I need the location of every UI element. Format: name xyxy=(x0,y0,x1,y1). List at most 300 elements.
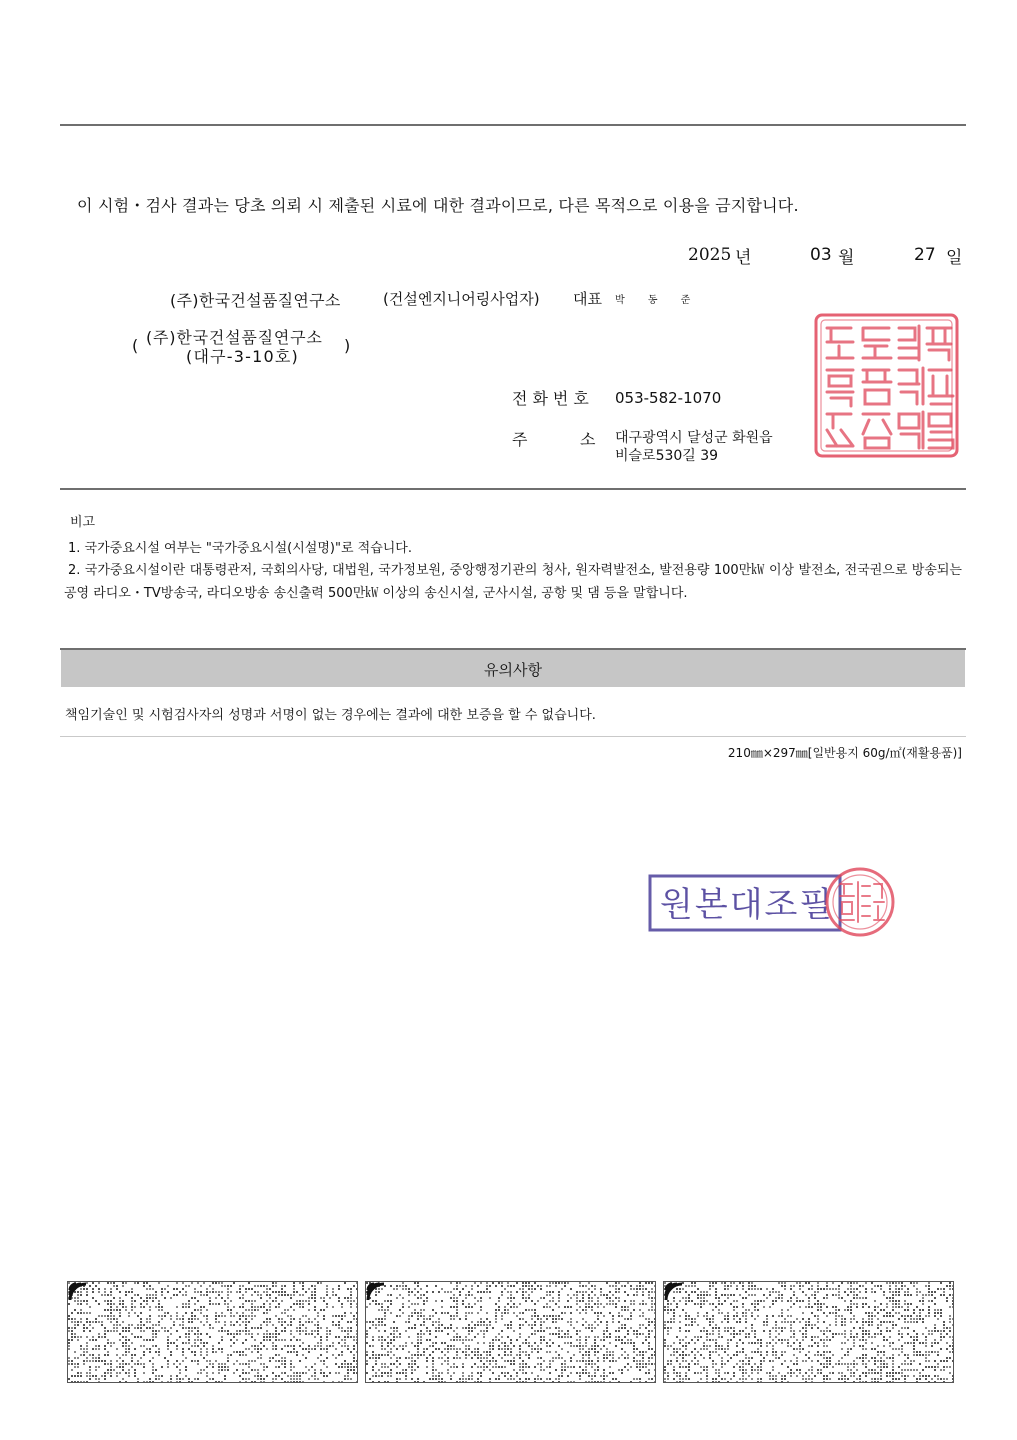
security-pattern-dot xyxy=(257,1378,259,1380)
security-pattern-dot xyxy=(417,1339,419,1341)
security-pattern-dot xyxy=(712,1333,714,1335)
security-pattern-dot xyxy=(212,1345,214,1347)
security-pattern-dot xyxy=(68,1327,70,1329)
security-pattern-dot xyxy=(880,1360,882,1362)
security-pattern-dot xyxy=(627,1309,629,1311)
security-pattern-dot xyxy=(254,1309,256,1311)
security-pattern-dot xyxy=(642,1315,644,1317)
security-pattern-dot xyxy=(474,1303,476,1305)
security-pattern-dot xyxy=(477,1333,479,1335)
security-pattern-dot xyxy=(272,1378,274,1380)
security-pattern-dot xyxy=(679,1321,681,1323)
security-pattern-dot xyxy=(170,1354,172,1356)
security-pattern-dot xyxy=(603,1306,605,1308)
security-pattern-dot xyxy=(263,1285,265,1287)
security-pattern-dot xyxy=(847,1339,849,1341)
security-pattern-dot xyxy=(245,1300,247,1302)
security-pattern-dot xyxy=(856,1336,858,1338)
security-pattern-dot xyxy=(706,1339,708,1341)
security-pattern-dot xyxy=(901,1333,903,1335)
security-pattern-dot xyxy=(922,1321,924,1323)
security-pattern-dot xyxy=(125,1330,127,1332)
security-pattern-dot xyxy=(859,1291,861,1293)
security-pattern-dot xyxy=(706,1375,708,1377)
security-pattern-dot xyxy=(627,1294,629,1296)
security-pattern-dot xyxy=(904,1354,906,1356)
security-pattern-dot xyxy=(444,1381,446,1382)
security-pattern-dot xyxy=(393,1333,395,1335)
security-pattern-dot xyxy=(131,1357,133,1359)
security-pattern-dot xyxy=(624,1324,626,1326)
security-pattern-dot xyxy=(799,1282,801,1284)
security-pattern-dot xyxy=(290,1333,292,1335)
security-pattern-dot xyxy=(627,1369,629,1371)
security-pattern-dot xyxy=(522,1324,524,1326)
security-pattern-dot xyxy=(332,1315,334,1317)
security-pattern-dot xyxy=(384,1315,386,1317)
security-pattern-dot xyxy=(685,1318,687,1320)
security-pattern-dot xyxy=(856,1333,858,1335)
security-pattern-dot xyxy=(817,1327,819,1329)
security-pattern-dot xyxy=(203,1369,205,1371)
security-pattern-dot xyxy=(344,1363,346,1365)
security-pattern-dot xyxy=(654,1285,655,1287)
security-pattern-dot xyxy=(260,1285,262,1287)
security-pattern-dot xyxy=(703,1303,705,1305)
security-pattern-dot xyxy=(444,1360,446,1362)
security-pattern-dot xyxy=(498,1297,500,1299)
security-pattern-dot xyxy=(338,1372,340,1374)
security-pattern-dot xyxy=(227,1288,229,1290)
security-pattern-dot xyxy=(531,1291,533,1293)
security-pattern-dot xyxy=(928,1366,930,1368)
security-pattern-dot xyxy=(730,1357,732,1359)
security-pattern-dot xyxy=(296,1291,298,1293)
security-pattern-dot xyxy=(751,1369,753,1371)
security-pattern-dot xyxy=(263,1378,265,1380)
security-pattern-dot xyxy=(474,1363,476,1365)
security-pattern-dot xyxy=(408,1288,410,1290)
security-barcode-3 xyxy=(663,1281,954,1383)
security-pattern-dot xyxy=(263,1333,265,1335)
security-pattern-dot xyxy=(892,1327,894,1329)
security-pattern-dot xyxy=(441,1306,443,1308)
security-pattern-dot xyxy=(272,1381,274,1382)
security-pattern-dot xyxy=(799,1351,801,1353)
security-pattern-dot xyxy=(393,1327,395,1329)
security-pattern-dot xyxy=(877,1306,879,1308)
security-pattern-dot xyxy=(757,1342,759,1344)
security-pattern-dot xyxy=(898,1333,900,1335)
security-pattern-dot xyxy=(667,1333,669,1335)
security-pattern-dot xyxy=(639,1288,641,1290)
security-pattern-dot xyxy=(426,1318,428,1320)
security-pattern-dot xyxy=(489,1348,491,1350)
security-pattern-dot xyxy=(486,1285,488,1287)
security-pattern-dot xyxy=(86,1342,88,1344)
security-pattern-dot xyxy=(823,1330,825,1332)
security-pattern-dot xyxy=(928,1282,930,1284)
security-pattern-dot xyxy=(272,1372,274,1374)
security-pattern-dot xyxy=(555,1378,557,1380)
security-pattern-dot xyxy=(317,1327,319,1329)
security-pattern-dot xyxy=(293,1291,295,1293)
security-pattern-dot xyxy=(676,1372,678,1374)
security-pattern-dot xyxy=(844,1381,846,1382)
security-pattern-dot xyxy=(209,1363,211,1365)
security-pattern-dot xyxy=(703,1327,705,1329)
security-pattern-dot xyxy=(71,1339,73,1341)
security-pattern-dot xyxy=(564,1360,566,1362)
security-pattern-dot xyxy=(829,1330,831,1332)
security-pattern-dot xyxy=(630,1303,632,1305)
security-pattern-dot xyxy=(549,1306,551,1308)
security-pattern-dot xyxy=(161,1306,163,1308)
security-pattern-dot xyxy=(796,1282,798,1284)
security-pattern-dot xyxy=(712,1321,714,1323)
security-pattern-dot xyxy=(862,1348,864,1350)
security-pattern-dot xyxy=(257,1372,259,1374)
security-pattern-dot xyxy=(347,1300,349,1302)
security-pattern-dot xyxy=(778,1291,780,1293)
security-pattern-dot xyxy=(170,1375,172,1377)
security-pattern-dot xyxy=(673,1342,675,1344)
security-pattern-dot xyxy=(585,1369,587,1371)
security-pattern-dot xyxy=(504,1288,506,1290)
security-pattern-dot xyxy=(913,1369,915,1371)
security-pattern-dot xyxy=(543,1297,545,1299)
security-pattern-dot xyxy=(191,1318,193,1320)
security-pattern-dot xyxy=(877,1360,879,1362)
security-pattern-dot xyxy=(281,1339,283,1341)
security-pattern-dot xyxy=(922,1318,924,1320)
security-pattern-dot xyxy=(209,1324,211,1326)
security-pattern-dot xyxy=(736,1345,738,1347)
security-pattern-dot xyxy=(889,1375,891,1377)
security-pattern-dot xyxy=(245,1288,247,1290)
security-pattern-dot xyxy=(862,1345,864,1347)
security-pattern-dot xyxy=(667,1303,669,1305)
security-pattern-dot xyxy=(724,1285,726,1287)
security-pattern-dot xyxy=(468,1345,470,1347)
security-pattern-dot xyxy=(441,1357,443,1359)
security-pattern-dot xyxy=(456,1312,458,1314)
security-pattern-dot xyxy=(597,1345,599,1347)
security-pattern-dot xyxy=(251,1306,253,1308)
security-pattern-dot xyxy=(769,1330,771,1332)
security-pattern-dot xyxy=(384,1300,386,1302)
security-pattern-dot xyxy=(865,1297,867,1299)
security-pattern-dot xyxy=(603,1333,605,1335)
security-pattern-dot xyxy=(167,1339,169,1341)
security-pattern-dot xyxy=(808,1282,810,1284)
security-pattern-dot xyxy=(278,1318,280,1320)
security-pattern-dot xyxy=(609,1342,611,1344)
security-pattern-dot xyxy=(654,1327,655,1329)
security-pattern-dot xyxy=(886,1375,888,1377)
security-pattern-dot xyxy=(450,1348,452,1350)
security-pattern-dot xyxy=(471,1288,473,1290)
security-pattern-dot xyxy=(254,1375,256,1377)
security-pattern-dot xyxy=(381,1342,383,1344)
security-pattern-dot xyxy=(438,1372,440,1374)
security-pattern-dot xyxy=(931,1333,933,1335)
security-pattern-dot xyxy=(344,1330,346,1332)
security-pattern-dot xyxy=(679,1315,681,1317)
security-pattern-dot xyxy=(254,1381,256,1382)
security-pattern-dot xyxy=(606,1375,608,1377)
security-pattern-dot xyxy=(212,1372,214,1374)
seal-company-name: (주)한국건설품질연구소 xyxy=(146,328,323,347)
security-pattern-dot xyxy=(375,1303,377,1305)
security-pattern-dot xyxy=(161,1375,163,1377)
security-pattern-dot xyxy=(302,1330,304,1332)
security-pattern-dot xyxy=(215,1303,217,1305)
security-pattern-dot xyxy=(119,1357,121,1359)
security-pattern-dot xyxy=(552,1360,554,1362)
security-pattern-dot xyxy=(796,1357,798,1359)
security-pattern-dot xyxy=(89,1354,91,1356)
security-pattern-dot xyxy=(95,1366,97,1368)
security-pattern-dot xyxy=(679,1375,681,1377)
security-pattern-dot xyxy=(952,1324,953,1326)
security-pattern-dot xyxy=(281,1312,283,1314)
security-pattern-dot xyxy=(552,1297,554,1299)
security-pattern-dot xyxy=(83,1288,85,1290)
security-pattern-dot xyxy=(98,1288,100,1290)
security-pattern-dot xyxy=(727,1288,729,1290)
security-pattern-dot xyxy=(480,1300,482,1302)
security-pattern-dot xyxy=(784,1288,786,1290)
security-pattern-dot xyxy=(504,1348,506,1350)
security-pattern-dot xyxy=(835,1294,837,1296)
security-pattern-dot xyxy=(709,1333,711,1335)
security-pattern-dot xyxy=(612,1360,614,1362)
security-pattern-dot xyxy=(323,1297,325,1299)
security-pattern-dot xyxy=(338,1342,340,1344)
security-pattern-dot xyxy=(414,1309,416,1311)
security-pattern-dot xyxy=(787,1345,789,1347)
security-pattern-dot xyxy=(230,1321,232,1323)
security-pattern-dot xyxy=(80,1348,82,1350)
security-pattern-dot xyxy=(937,1312,939,1314)
security-pattern-dot xyxy=(522,1363,524,1365)
security-pattern-dot xyxy=(700,1366,702,1368)
security-pattern-dot xyxy=(356,1297,357,1299)
security-pattern-dot xyxy=(269,1297,271,1299)
security-pattern-dot xyxy=(664,1327,666,1329)
security-pattern-dot xyxy=(694,1291,696,1293)
security-pattern-dot xyxy=(703,1300,705,1302)
security-pattern-dot xyxy=(615,1345,617,1347)
security-pattern-dot xyxy=(266,1333,268,1335)
security-pattern-dot xyxy=(341,1303,343,1305)
security-pattern-dot xyxy=(880,1363,882,1365)
security-pattern-dot xyxy=(579,1306,581,1308)
security-pattern-dot xyxy=(489,1369,491,1371)
security-pattern-dot xyxy=(119,1297,121,1299)
security-pattern-dot xyxy=(83,1351,85,1353)
security-pattern-dot xyxy=(531,1324,533,1326)
security-pattern-dot xyxy=(152,1372,154,1374)
security-pattern-dot xyxy=(77,1300,79,1302)
security-pattern-dot xyxy=(781,1378,783,1380)
security-pattern-dot xyxy=(453,1357,455,1359)
security-pattern-dot xyxy=(275,1345,277,1347)
security-pattern-dot xyxy=(727,1342,729,1344)
security-pattern-dot xyxy=(408,1321,410,1323)
security-pattern-dot xyxy=(462,1351,464,1353)
security-pattern-dot xyxy=(393,1345,395,1347)
security-pattern-dot xyxy=(594,1312,596,1314)
security-pattern-dot xyxy=(832,1354,834,1356)
security-pattern-dot xyxy=(353,1348,355,1350)
security-pattern-dot xyxy=(468,1312,470,1314)
security-pattern-dot xyxy=(356,1351,357,1353)
security-pattern-dot xyxy=(528,1288,530,1290)
security-pattern-dot xyxy=(778,1294,780,1296)
security-pattern-dot xyxy=(513,1330,515,1332)
security-pattern-dot xyxy=(664,1321,666,1323)
security-pattern-dot xyxy=(239,1375,241,1377)
security-pattern-dot xyxy=(290,1369,292,1371)
security-pattern-dot xyxy=(71,1333,73,1335)
security-pattern-dot xyxy=(633,1288,635,1290)
security-pattern-dot xyxy=(853,1342,855,1344)
security-pattern-dot xyxy=(934,1366,936,1368)
security-pattern-dot xyxy=(525,1321,527,1323)
security-pattern-dot xyxy=(245,1330,247,1332)
security-pattern-dot xyxy=(679,1378,681,1380)
security-pattern-dot xyxy=(281,1357,283,1359)
security-pattern-dot xyxy=(913,1330,915,1332)
security-pattern-dot xyxy=(940,1312,942,1314)
security-pattern-dot xyxy=(269,1333,271,1335)
security-pattern-dot xyxy=(844,1324,846,1326)
security-pattern-dot xyxy=(188,1342,190,1344)
security-pattern-dot xyxy=(140,1306,142,1308)
security-pattern-dot xyxy=(269,1309,271,1311)
security-pattern-dot xyxy=(892,1282,894,1284)
security-pattern-dot xyxy=(92,1360,94,1362)
security-pattern-dot xyxy=(853,1288,855,1290)
security-pattern-dot xyxy=(654,1354,655,1356)
security-pattern-dot xyxy=(251,1360,253,1362)
security-pattern-dot xyxy=(248,1321,250,1323)
security-pattern-dot xyxy=(694,1354,696,1356)
security-pattern-dot xyxy=(907,1357,909,1359)
security-pattern-dot xyxy=(609,1372,611,1374)
security-pattern-dot xyxy=(670,1354,672,1356)
security-pattern-dot xyxy=(221,1330,223,1332)
security-pattern-dot xyxy=(155,1324,157,1326)
security-pattern-dot xyxy=(706,1372,708,1374)
security-pattern-dot xyxy=(832,1366,834,1368)
security-pattern-dot xyxy=(128,1324,130,1326)
security-pattern-dot xyxy=(564,1369,566,1371)
security-pattern-dot xyxy=(880,1324,882,1326)
security-pattern-dot xyxy=(516,1381,518,1382)
security-pattern-dot xyxy=(739,1366,741,1368)
security-pattern-dot xyxy=(80,1312,82,1314)
security-pattern-dot xyxy=(558,1333,560,1335)
security-pattern-dot xyxy=(293,1288,295,1290)
security-pattern-dot xyxy=(453,1339,455,1341)
security-pattern-dot xyxy=(781,1375,783,1377)
security-pattern-dot xyxy=(429,1354,431,1356)
security-pattern-dot xyxy=(293,1309,295,1311)
security-pattern-dot xyxy=(191,1330,193,1332)
security-pattern-dot xyxy=(772,1360,774,1362)
security-pattern-dot xyxy=(567,1330,569,1332)
security-pattern-dot xyxy=(290,1381,292,1382)
security-pattern-dot xyxy=(119,1291,121,1293)
security-pattern-dot xyxy=(751,1324,753,1326)
security-pattern-dot xyxy=(691,1285,693,1287)
security-pattern-dot xyxy=(134,1354,136,1356)
security-pattern-dot xyxy=(874,1333,876,1335)
security-pattern-dot xyxy=(375,1375,377,1377)
security-pattern-dot xyxy=(266,1300,268,1302)
security-pattern-dot xyxy=(173,1294,175,1296)
security-pattern-dot xyxy=(624,1306,626,1308)
security-pattern-dot xyxy=(925,1327,927,1329)
security-pattern-dot xyxy=(414,1312,416,1314)
security-pattern-dot xyxy=(170,1327,172,1329)
security-pattern-dot xyxy=(636,1285,638,1287)
security-pattern-dot xyxy=(143,1372,145,1374)
security-pattern-dot xyxy=(826,1288,828,1290)
security-pattern-dot xyxy=(218,1330,220,1332)
security-pattern-dot xyxy=(841,1282,843,1284)
security-pattern-dot xyxy=(221,1315,223,1317)
security-pattern-dot xyxy=(480,1366,482,1368)
security-pattern-dot xyxy=(546,1345,548,1347)
security-pattern-dot xyxy=(621,1348,623,1350)
security-pattern-dot xyxy=(907,1333,909,1335)
security-pattern-dot xyxy=(353,1318,355,1320)
security-pattern-dot xyxy=(125,1336,127,1338)
security-pattern-dot xyxy=(808,1288,810,1290)
security-pattern-dot xyxy=(296,1351,298,1353)
security-pattern-dot xyxy=(718,1327,720,1329)
security-pattern-dot xyxy=(203,1357,205,1359)
security-pattern-dot xyxy=(432,1372,434,1374)
security-pattern-dot xyxy=(290,1339,292,1341)
security-pattern-dot xyxy=(525,1291,527,1293)
security-pattern-dot xyxy=(203,1294,205,1296)
security-pattern-dot xyxy=(712,1327,714,1329)
security-pattern-dot xyxy=(597,1315,599,1317)
security-pattern-dot xyxy=(691,1324,693,1326)
security-pattern-dot xyxy=(889,1300,891,1302)
security-pattern-dot xyxy=(853,1375,855,1377)
security-pattern-dot xyxy=(651,1282,653,1284)
security-pattern-dot xyxy=(372,1357,374,1359)
security-pattern-dot xyxy=(558,1291,560,1293)
security-pattern-dot xyxy=(642,1294,644,1296)
security-pattern-dot xyxy=(453,1372,455,1374)
security-pattern-dot xyxy=(480,1309,482,1311)
security-pattern-dot xyxy=(781,1309,783,1311)
security-pattern-dot xyxy=(381,1321,383,1323)
security-pattern-dot xyxy=(221,1348,223,1350)
security-pattern-dot xyxy=(272,1324,274,1326)
security-pattern-dot xyxy=(859,1375,861,1377)
security-pattern-dot xyxy=(673,1372,675,1374)
security-pattern-dot xyxy=(561,1369,563,1371)
security-pattern-dot xyxy=(326,1306,328,1308)
